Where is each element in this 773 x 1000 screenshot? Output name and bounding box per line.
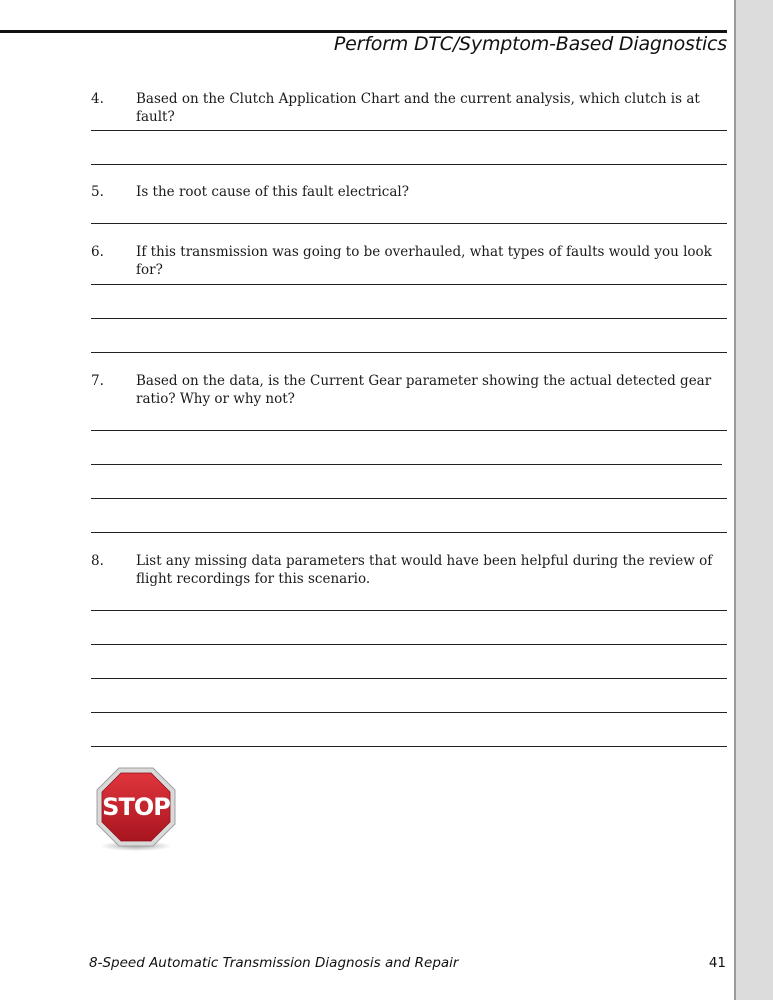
question-number: 6. [91,244,104,260]
question-text: List any missing data parameters that would have been helpful during the review of flight recordings for this scenario. [136,553,713,587]
answer-line-q4-1[interactable] [91,130,727,131]
answer-line-q6-1[interactable] [91,284,727,285]
question-text: Is the root cause of this fault electrical? [136,184,409,200]
answer-line-q5-1[interactable] [91,223,727,224]
question-text: Based on the data, is the Current Gear parameter showing the actual detected gear ratio? Why or why not? [136,373,712,407]
answer-line-q6-3[interactable] [91,352,727,353]
answer-line-q7-2[interactable] [91,464,722,465]
stop-sign-icon [95,766,177,852]
answer-line-q8-1[interactable] [91,610,727,611]
answer-line-q7-3[interactable] [91,498,727,499]
answer-line-q8-5[interactable] [91,746,727,747]
footer-title: 8-Speed Automatic Transmission Diagnosis and Repair [89,955,459,971]
stop-sign-text: STOP [102,793,170,821]
question-text: Based on the Clutch Application Chart and the current analysis, which clutch is at fault? [136,91,700,125]
answer-line-q4-2[interactable] [91,164,727,165]
question-number: 7. [91,373,104,389]
answer-line-q8-3[interactable] [91,678,727,679]
page-side-strip [734,0,773,1000]
question-number: 8. [91,553,104,569]
answer-line-q8-4[interactable] [91,712,727,713]
header-title: Perform DTC/Symptom-Based Diagnostics [333,33,727,55]
question-number: 5. [91,184,104,200]
answer-line-q6-2[interactable] [91,318,727,319]
answer-line-q7-1[interactable] [91,430,727,431]
question-text: If this transmission was going to be overhauled, what types of faults would you look for? [136,244,712,278]
page-number: 41 [708,955,726,971]
question-number: 4. [91,91,104,107]
answer-line-q8-2[interactable] [91,644,727,645]
answer-line-q7-4[interactable] [91,532,727,533]
